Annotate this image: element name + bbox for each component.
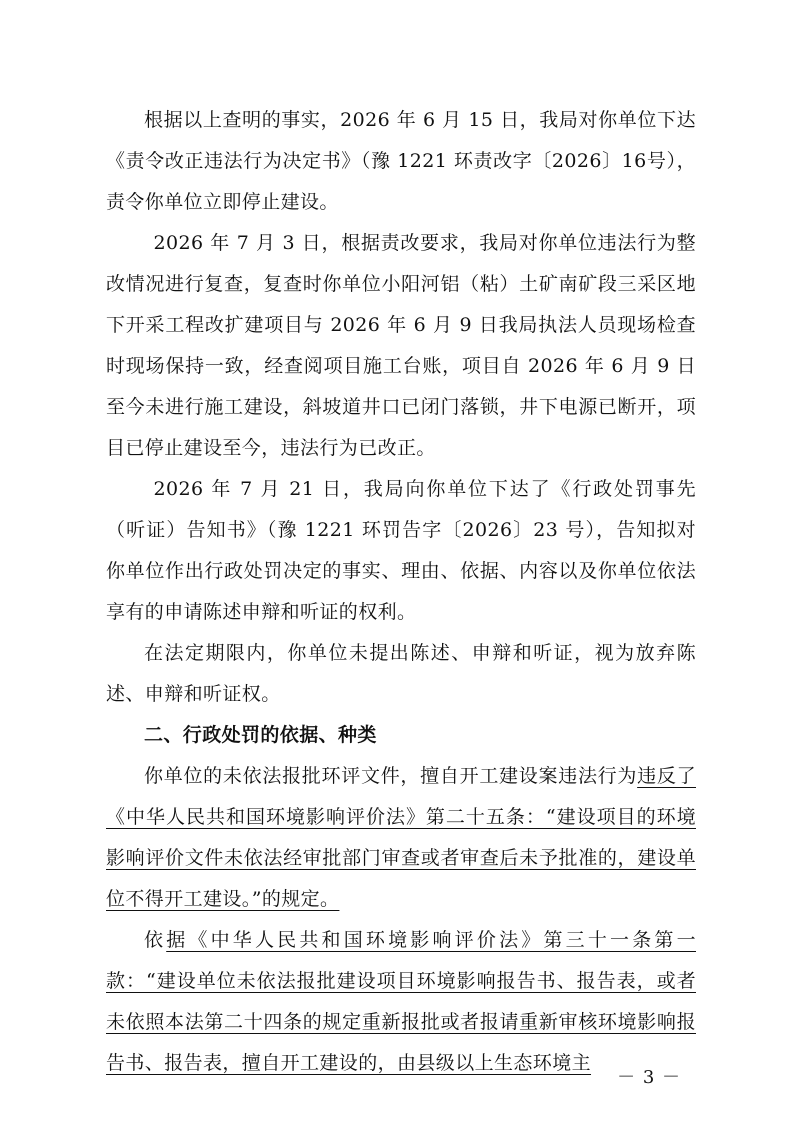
violation-plain-text: 你单位的未依法报批环评文件，擅自开工建设案违法行为 <box>144 765 638 787</box>
paragraph-no-statement: 在法定期限内，你单位未提出陈述、申辩和听证，视为放弃陈述、申辩和听证权。 <box>106 642 696 705</box>
paragraph-order-issued: 根据以上查明的事实，2026 年 6 月 15 日，我局对你单位下达《责令改正违法行为决定书》（豫 1221 环责改字〔2026〕16号），责令你单位立即停止建设。 <box>106 109 696 213</box>
paragraph-violation <box>106 756 696 920</box>
paragraph-reinspection: 2026 年 7 月 3 日，根据责改要求，我局对你单位违法行为整改情况进行复查，复查时你单位小阳河铝（粘）土矿南矿段三采区地下开采工程改扩建项目与 2026 年 6 月 9 日我局执法人员现场检查时现场保持一致，经查阅项目施工台账，项目自 2026 年 6 月 9 日至今未进行施工建设，斜坡道井口已闭门落锁，井下电源已断开，项目已停止建设至今，违法行为已改正。 <box>106 232 696 459</box>
paragraph-legal-basis <box>106 920 696 1084</box>
page-number: － 3 － <box>617 1067 681 1088</box>
section-heading: 二、行政处罚的依据、种类 <box>144 724 377 746</box>
basis-plain-text: 依 <box>144 929 167 951</box>
document-body <box>106 100 696 1084</box>
basis-underlined-text: 据《中华人民共和国环境影响评价法》第三十一条第一款：“建设单位未依法报批建设项目环境影响报告书、报告表，或者未依照本法第二十四条的规定重新报批或者报请重新审核环境影响报告书、报告表，擅自开工建设的，由县级以上生态环境主 <box>106 929 696 1074</box>
violation-underlined-text: 违反了《中华人民共和国环境影响评价法》第二十五条：“建设项目的环境影响评价文件未依法经审批部门审查或者审查后未予批准的，建设单位不得开工建设。”的规定。 <box>106 765 696 910</box>
paragraph-hearing-notice: 2026 年 7 月 21 日，我局向你单位下达了《行政处罚事先（听证）告知书》（豫 1221 环罚告字〔2026〕23 号），告知拟对你单位作出行政处罚决定的事实、理由、依据、内容以及你单位依法享有的申请陈述申辩和听证的权利。 <box>106 478 696 623</box>
